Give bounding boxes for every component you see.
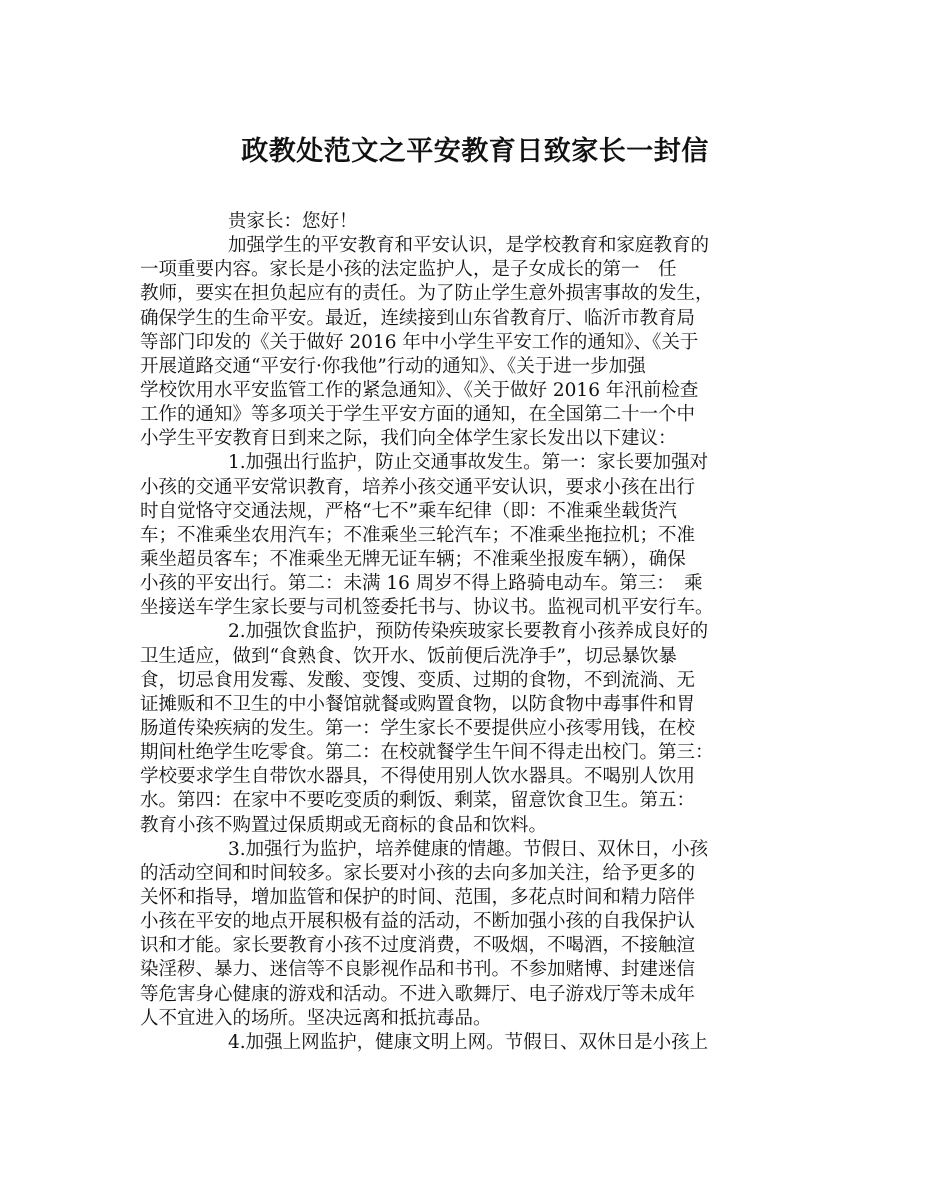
document-title: 政教处范文之平安教育日致家长一封信 — [241, 136, 709, 167]
text-line: 坐接送车学生家长要与司机签委托书与、协议书。监视司机平安行车。 — [140, 597, 714, 619]
text-line: 4.加强上网监护，健康文明上网。节假日、双休日是小孩上 — [228, 1031, 709, 1053]
letter-body — [140, 210, 820, 1055]
text-line: 食，切忌食用发霉、发酸、变馊、变质、过期的食物，不到流淌、无 — [140, 669, 696, 691]
text-line: 工作的通知》等多项关于学生平安方面的通知，在全国第二十一个中 — [140, 404, 696, 426]
text-line: 人不宜进入的场所。坚决远离和抵抗毒品。 — [140, 1007, 492, 1029]
text-line: 学校要求学生自带饮水器具，不得使用别人饮水器具。不喝别人饮用 — [140, 766, 696, 788]
text-line: 小孩的平安出行。第二：未满 16 周岁不得上路骑电动车。第三： 乘 — [140, 573, 703, 595]
text-line: 肠道传染疾病的发生。第一：学生家长不要提供应小孩零用钱，在校 — [140, 717, 696, 739]
text-line: 车；不准乘坐农用汽车；不准乘坐三轮汽车；不准乘坐拖拉机；不准 — [140, 524, 696, 546]
text-line: 教育小孩不购置过保质期或无商标的食品和饮料。 — [140, 814, 548, 836]
text-line: 染淫秽、暴力、迷信等不良影视作品和书刊。不参加赌博、封建迷信 — [140, 959, 696, 981]
text-line: 小孩的交通平安常识教育，培养小孩交通平安认识，要求小孩在出行 — [140, 476, 696, 498]
text-line: 等部门印发的《关于做好 2016 年中小学生平安工作的通知》、《关于 — [140, 331, 699, 353]
text-line: 2.加强饮食监护，预防传染疾玻家长要教育小孩养成良好的 — [228, 621, 709, 643]
text-line: 关怀和指导，增加监管和保护的时间、范围，多花点时间和精力陪伴 — [140, 886, 696, 908]
text-line: 期间杜绝学生吃零食。第二：在校就餐学生午间不得走出校门。第三： — [140, 742, 714, 764]
text-line: 贵家长：您好！ — [228, 211, 358, 232]
text-line: 卫生适应，做到“食熟食、饮开水、饭前便后洗净手”，切忌暴饮暴 — [140, 645, 677, 667]
text-line: 学校饮用水平安监管工作的紧急通知》、《关于做好 2016 年汛前检查 — [140, 379, 699, 401]
text-line: 证摊贩和不卫生的中小餐馆就餐或购置食物，以防食物中毒事件和胃 — [140, 693, 696, 715]
text-line: 小学生平安教育日到来之际，我们向全体学生家长发出以下建议： — [140, 428, 677, 450]
text-line: 教师，要实在担负起应有的责任。为了防止学生意外损害事故的发生， — [140, 283, 714, 305]
text-line: 1.加强出行监护，防止交通事故发生。第一：家长要加强对 — [228, 452, 709, 474]
text-line: 3.加强行为监护，培养健康的情趣。节假日、双休日，小孩 — [228, 838, 709, 860]
text-line: 的活动空间和时间较多。家长要对小孩的去向多加关注，给予更多的 — [140, 862, 696, 884]
text-line: 一项重要内容。家长是小孩的法定监护人，是子女成长的第一 任 — [140, 259, 677, 281]
text-line: 确保学生的生命平安。最近，连续接到山东省教育厅、临沂市教育局 — [140, 307, 696, 329]
text-line: 识和才能。家长要教育小孩不过度消费，不吸烟，不喝酒，不接触渲 — [140, 935, 696, 957]
text-line: 时自觉恪守交通法规，严格“七不”乘车纪律（即：不准乘坐载货汽 — [140, 500, 677, 522]
text-line: 水。第四：在家中不要吃变质的剩饭、剩菜，留意饮食卫生。第五： — [140, 790, 696, 812]
text-line: 乘坐超员客车；不准乘坐无牌无证车辆；不准乘坐报废车辆），确保 — [140, 548, 686, 570]
text-line: 开展道路交通“平安行·你我他”行动的通知》、《关于进一步加强 — [140, 355, 646, 377]
text-line: 等危害身心健康的游戏和活动。不进入歌舞厅、电子游戏厅等未成年 — [140, 983, 696, 1005]
text-line: 小孩在平安的地点开展积极有益的活动，不断加强小孩的自我保护认 — [140, 911, 696, 933]
text-line: 加强学生的平安教育和平安认识，是学校教育和家庭教育的 — [228, 235, 710, 257]
